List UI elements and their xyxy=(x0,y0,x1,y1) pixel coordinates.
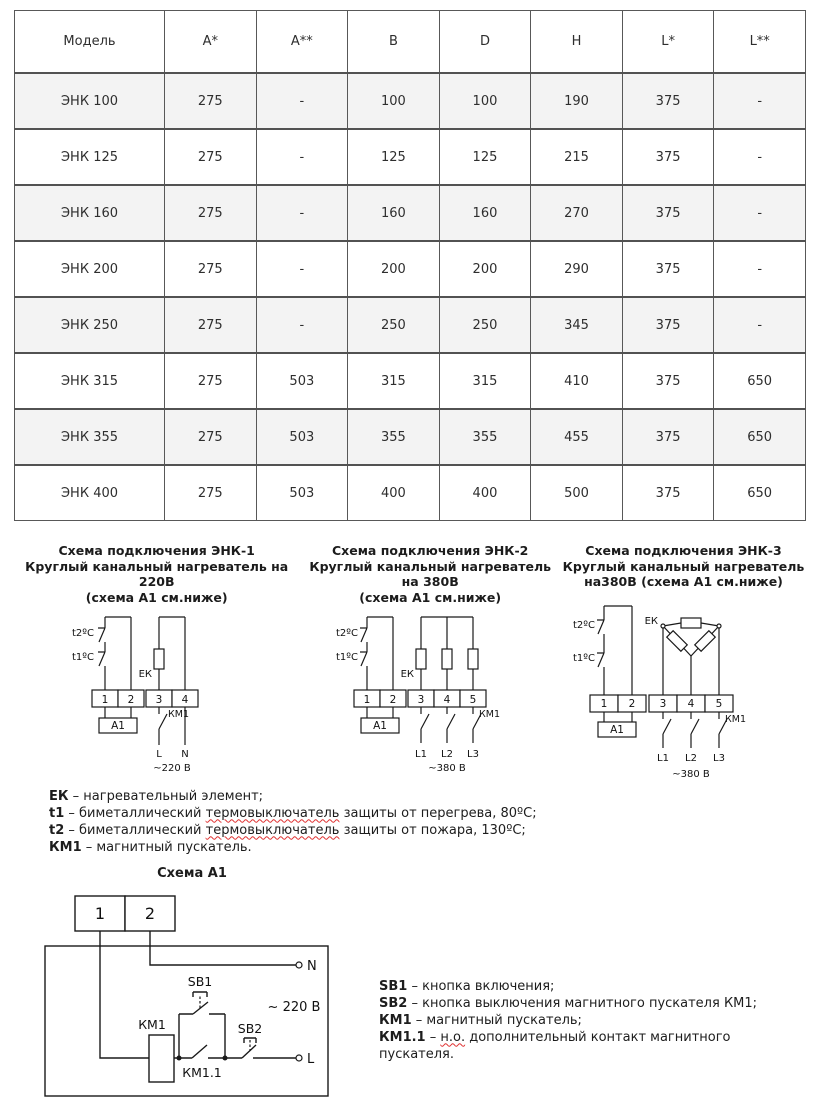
legend-line: КМ1 – магнитный пускатель. xyxy=(49,839,252,855)
table-row xyxy=(15,73,806,129)
table-cell: 503 xyxy=(256,465,348,521)
table-cell: 250 xyxy=(348,297,440,353)
label-t1c: t1ºC xyxy=(573,652,595,664)
legend-term: SB1 xyxy=(379,978,408,994)
label-km11: КМ1.1 xyxy=(182,1064,222,1080)
dimensions-table xyxy=(14,10,806,521)
table-cell: 215 xyxy=(531,129,623,185)
title-line: (схема А1 см.ниже) xyxy=(85,589,228,605)
terminal-number: 3 xyxy=(155,694,163,706)
label-sb2: SB2 xyxy=(237,1020,263,1036)
a1-legend xyxy=(379,866,806,1106)
table-cell: 270 xyxy=(531,185,623,241)
label-neutral-n: N xyxy=(180,749,189,760)
table-cell: 650 xyxy=(714,353,806,409)
heater-element-symbol xyxy=(667,630,688,651)
legend-line: КМ1 – магнитный пускатель; xyxy=(379,1012,582,1028)
col-header-b: B xyxy=(348,11,440,74)
table-cell: 200 xyxy=(348,241,440,297)
label-km1: КМ1 xyxy=(167,709,189,720)
title-line: Схема подключения ЭНК-1 xyxy=(58,543,255,558)
terminal-number: 5 xyxy=(469,694,477,706)
schema-a1-title: Схема А1 xyxy=(157,865,227,881)
table-cell: 650 xyxy=(714,409,806,465)
table-cell: 455 xyxy=(531,409,623,465)
table-cell: 275 xyxy=(165,73,257,129)
heater-element-symbol xyxy=(468,649,478,669)
misspelled-word: термовыключатель xyxy=(205,805,340,821)
table-cell: 375 xyxy=(622,185,714,241)
terminal-number: 3 xyxy=(417,694,425,706)
table-row xyxy=(15,353,806,409)
label-t1c: t1ºC xyxy=(71,652,94,663)
table-cell: ЭНК 400 xyxy=(15,465,165,521)
table-cell: ЭНК 315 xyxy=(15,353,165,409)
terminal-number: 1 xyxy=(600,697,608,710)
table-cell: ЭНК 250 xyxy=(15,297,165,353)
label-phase-l1: L1 xyxy=(657,752,669,764)
label-ek: ЕК xyxy=(400,669,414,680)
km1-coil-symbol xyxy=(149,1035,174,1082)
heater-element-symbol xyxy=(416,649,426,669)
table-cell: 375 xyxy=(622,297,714,353)
l-terminal-circle xyxy=(296,1055,302,1061)
title-line: Круглый канальный нагреватель xyxy=(562,558,805,574)
table-cell: 375 xyxy=(622,409,714,465)
table-cell: 250 xyxy=(439,297,531,353)
diagram-title-enk3 xyxy=(563,543,805,590)
table-cell: 160 xyxy=(439,185,531,241)
label-voltage: ~220 В xyxy=(152,763,191,774)
table-row xyxy=(15,465,806,521)
legend-term: КМ1 xyxy=(379,1012,412,1028)
diagram-title-enk2 xyxy=(299,543,561,605)
table-cell: 503 xyxy=(256,353,348,409)
table-cell: ЭНК 160 xyxy=(15,185,165,241)
table-cell: 125 xyxy=(439,129,531,185)
wiring-diagram-enk3 xyxy=(561,596,806,782)
label-ek: ЕК xyxy=(644,615,658,627)
table-cell: 375 xyxy=(622,241,714,297)
table-cell: 160 xyxy=(348,185,440,241)
legend-line: SB2 – кнопка выключения магнитного пускателя КМ1; xyxy=(379,995,758,1011)
table-cell: 190 xyxy=(531,73,623,129)
diagram-block-enk3 xyxy=(561,543,806,782)
table-header xyxy=(15,11,806,74)
title-line: (схема А1 см.ниже) xyxy=(359,589,502,605)
label-km1: КМ1 xyxy=(478,709,500,720)
table-cell: 400 xyxy=(439,465,531,521)
table-cell: 125 xyxy=(348,129,440,185)
table-row xyxy=(15,241,806,297)
col-header-a2: A** xyxy=(256,11,348,74)
table-header-row xyxy=(15,11,806,74)
label-ek: ЕК xyxy=(138,669,152,680)
table-body xyxy=(15,73,806,521)
table-row xyxy=(15,297,806,353)
table-cell: 410 xyxy=(531,353,623,409)
table-cell: 290 xyxy=(531,241,623,297)
legend-term: КМ1.1 xyxy=(379,1029,426,1045)
label-t2c: t2ºC xyxy=(335,628,358,639)
table-cell: ЭНК 125 xyxy=(15,129,165,185)
table-cell: 315 xyxy=(348,353,440,409)
table-cell: 275 xyxy=(165,241,257,297)
legend-line: t1 – биметаллический термовыключатель защиты от перегрева, 80ºС; xyxy=(49,805,537,821)
label-phase-l3: L3 xyxy=(713,752,725,764)
terminal-number: 1 xyxy=(363,694,371,706)
title-line: Круглый канальный нагреватель на 380В xyxy=(309,558,552,589)
table-cell: 275 xyxy=(165,129,257,185)
legend-line: КМ1.1 – н.о. дополнительный контакт магнитного пускателя. xyxy=(379,1029,731,1062)
label-t2c: t2ºC xyxy=(71,628,94,639)
table-cell: 400 xyxy=(348,465,440,521)
table-row xyxy=(15,185,806,241)
table-cell: 500 xyxy=(531,465,623,521)
table-cell: 375 xyxy=(622,73,714,129)
terminal-number: 4 xyxy=(443,694,451,706)
table-cell: - xyxy=(714,73,806,129)
col-header-h: H xyxy=(531,11,623,74)
label-voltage: ~380 В xyxy=(672,768,710,780)
table-row xyxy=(15,129,806,185)
table-cell: 355 xyxy=(348,409,440,465)
terminal-number: 2 xyxy=(389,694,397,706)
wiring-diagram-enk2 xyxy=(318,611,543,775)
table-cell: 503 xyxy=(256,409,348,465)
table-cell: ЭНК 200 xyxy=(15,241,165,297)
label-voltage: ~380 В xyxy=(427,763,466,774)
col-header-l2: L** xyxy=(714,11,806,74)
label-a1: А1 xyxy=(110,720,125,732)
diagram-block-enk2 xyxy=(299,543,561,782)
title-line: Схема подключения ЭНК-3 xyxy=(585,543,782,558)
terminal-number: 2 xyxy=(628,697,636,710)
wiring-diagrams-row xyxy=(14,543,806,782)
label-t1c: t1ºC xyxy=(335,652,358,663)
table-cell: - xyxy=(256,73,348,129)
legend-term: t1 xyxy=(49,805,65,821)
table-cell: 275 xyxy=(165,409,257,465)
diagram-block-enk1 xyxy=(14,543,299,782)
table-cell: 275 xyxy=(165,297,257,353)
label-km1: КМ1 xyxy=(725,713,746,725)
table-cell: 375 xyxy=(622,353,714,409)
label-phase-l1: L1 xyxy=(414,749,427,760)
legend-term: t2 xyxy=(49,822,65,838)
legend-term: ЕК xyxy=(49,788,69,804)
title-line: Круглый канальный нагреватель на 220В xyxy=(25,558,289,589)
table-cell: 275 xyxy=(165,465,257,521)
table-cell: - xyxy=(256,297,348,353)
table-cell: 100 xyxy=(348,73,440,129)
n-terminal-circle xyxy=(296,962,302,968)
label-a1: А1 xyxy=(372,720,387,732)
misspelled-word: н.о. xyxy=(440,1029,466,1045)
table-cell: - xyxy=(714,297,806,353)
table-cell: - xyxy=(256,185,348,241)
diagram-title-enk1 xyxy=(14,543,299,605)
heater-element-symbol xyxy=(681,618,701,628)
label-phase-l3: L3 xyxy=(466,749,479,760)
heater-element-symbol xyxy=(442,649,452,669)
label-a1: А1 xyxy=(610,723,624,736)
terminal-number: 1 xyxy=(101,694,109,706)
terminal-number: 1 xyxy=(94,903,106,923)
table-cell: 355 xyxy=(439,409,531,465)
table-cell: 650 xyxy=(714,465,806,521)
col-header-l1: L* xyxy=(622,11,714,74)
table-cell: 275 xyxy=(165,185,257,241)
table-cell: 275 xyxy=(165,353,257,409)
terminal-number: 2 xyxy=(144,903,156,923)
table-cell: 200 xyxy=(439,241,531,297)
label-phase-l: L xyxy=(155,749,162,760)
table-cell: - xyxy=(714,241,806,297)
schema-a1-section xyxy=(14,866,806,1106)
table-cell: - xyxy=(256,129,348,185)
terminal-number: 4 xyxy=(181,694,189,706)
table-cell: - xyxy=(714,185,806,241)
label-phase-l2: L2 xyxy=(440,749,453,760)
title-line: Схема подключения ЭНК-2 xyxy=(331,543,529,558)
schema-a1-block xyxy=(14,866,379,1106)
label-sb1: SB1 xyxy=(187,973,213,989)
heater-element-symbol xyxy=(154,649,164,669)
label-phase-l: L xyxy=(307,1051,315,1067)
legend-line: t2 – биметаллический термовыключатель защиты от пожара, 130ºС; xyxy=(49,822,526,838)
label-neutral-n: N xyxy=(307,958,317,974)
legend-line: SB1 – кнопка включения; xyxy=(379,978,555,994)
label-phase-l2: L2 xyxy=(685,752,697,764)
schema-a1-diagram xyxy=(42,887,342,1102)
table-cell: 100 xyxy=(439,73,531,129)
terminal-number: 2 xyxy=(127,694,135,706)
table-cell: - xyxy=(256,241,348,297)
heater-element-symbol xyxy=(695,630,716,651)
components-legend xyxy=(49,788,806,856)
table-cell: ЭНК 355 xyxy=(15,409,165,465)
legend-term: КМ1 xyxy=(49,839,82,855)
legend-line: ЕК – нагревательный элемент; xyxy=(49,788,264,804)
col-header-model: Модель xyxy=(15,11,165,74)
label-km1: КМ1 xyxy=(138,1016,166,1032)
col-header-a1: A* xyxy=(165,11,257,74)
terminal-number: 3 xyxy=(659,697,667,710)
title-line: на380В (схема А1 см.ниже) xyxy=(584,574,783,589)
table-cell: 345 xyxy=(531,297,623,353)
table-row xyxy=(15,409,806,465)
terminal-number: 5 xyxy=(715,697,723,710)
table-cell: - xyxy=(714,129,806,185)
table-cell: 375 xyxy=(622,465,714,521)
label-voltage: ~ 220 В xyxy=(267,999,321,1015)
table-cell: 375 xyxy=(622,129,714,185)
legend-term: SB2 xyxy=(379,995,408,1011)
misspelled-word: термовыключатель xyxy=(205,822,340,838)
label-t2c: t2ºC xyxy=(573,619,595,631)
sb1-button-cap xyxy=(193,992,207,997)
table-cell: 315 xyxy=(439,353,531,409)
wiring-diagram-enk1 xyxy=(42,611,272,775)
terminal-number: 4 xyxy=(687,697,695,710)
col-header-d: D xyxy=(439,11,531,74)
table-cell: ЭНК 100 xyxy=(15,73,165,129)
